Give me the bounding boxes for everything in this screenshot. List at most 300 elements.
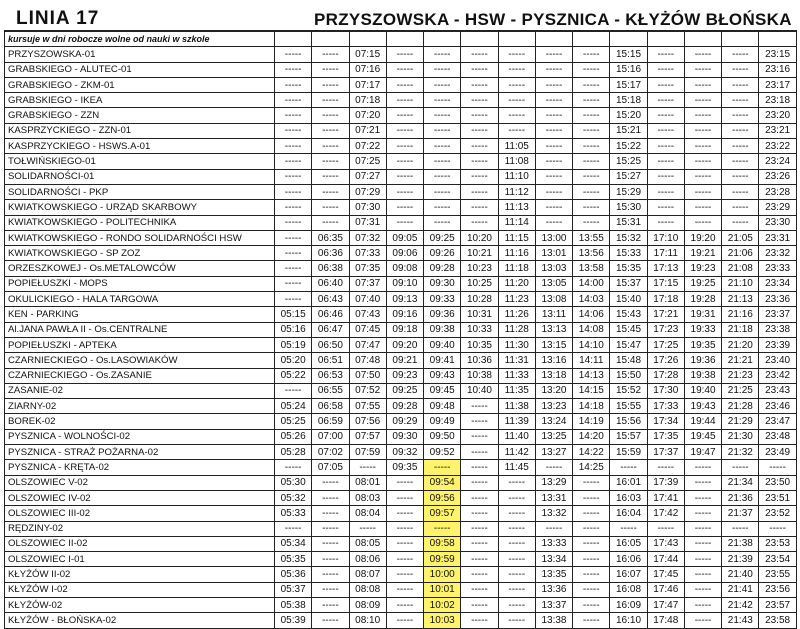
departure-time: 19:23 [684,261,721,276]
departure-time: 21:37 [722,506,759,521]
departure-time: ----- [535,154,572,169]
departure-time: ----- [684,613,721,628]
departure-time: 23:18 [759,93,796,108]
timetable-row [5,521,797,536]
departure-time: 15:29 [610,184,647,199]
departure-time: ----- [610,460,647,475]
departure-time: 13:20 [535,383,572,398]
departure-time: 05:36 [275,567,312,582]
departure-time: 13:08 [535,292,572,307]
departure-time: ----- [684,154,721,169]
departure-time: 17:21 [647,307,684,322]
departure-time: 11:16 [498,246,535,261]
departure-time: 23:56 [759,582,796,597]
timetable-row [5,307,797,322]
departure-time: 10:36 [461,353,498,368]
timetable-row [5,460,797,475]
departure-time: 07:32 [349,230,386,245]
departure-time: ----- [275,215,312,230]
departure-time: 11:38 [498,399,535,414]
departure-time: 11:08 [498,154,535,169]
departure-time: ----- [647,184,684,199]
departure-time: 11:05 [498,139,535,154]
departure-time: 09:59 [424,552,461,567]
departure-time: 15:40 [610,292,647,307]
departure-time: ----- [386,597,423,612]
departure-time: ----- [312,567,349,582]
stop-name: OLSZOWIEC II-02 [5,536,275,551]
departure-time: ----- [498,536,535,551]
departure-time: 11:30 [498,337,535,352]
departure-time: 07:27 [349,169,386,184]
stop-name: GRABSKIEGO - ALUTEC-01 [5,62,275,77]
departure-time: ----- [573,475,610,490]
departure-time: ----- [573,154,610,169]
departure-time: 11:10 [498,169,535,184]
departure-time: ----- [498,552,535,567]
departure-time: 15:52 [610,383,647,398]
departure-time: 13:05 [535,276,572,291]
departure-time: 10:31 [461,307,498,322]
departure-time: 15:18 [610,93,647,108]
departure-time: 15:45 [610,322,647,337]
departure-time: ----- [722,184,759,199]
departure-time: ----- [461,582,498,597]
departure-time: 09:54 [424,475,461,490]
stop-name: OLSZOWIEC III-02 [5,506,275,521]
departure-time: 15:31 [610,215,647,230]
departure-time: 13:23 [535,399,572,414]
departure-time: 11:40 [498,429,535,444]
stop-name: OLSZOWIEC IV-02 [5,490,275,505]
departure-time: 11:42 [498,445,535,460]
departure-time: ----- [461,506,498,521]
departure-time: ----- [312,154,349,169]
departure-time: ----- [647,123,684,138]
departure-time: 09:21 [386,353,423,368]
departure-time: ----- [759,460,796,475]
departure-time: 16:05 [610,536,647,551]
departure-time: ----- [461,429,498,444]
departure-time: ----- [312,215,349,230]
departure-time: 23:33 [759,261,796,276]
departure-time: ----- [312,200,349,215]
departure-time: 17:15 [647,276,684,291]
departure-time: 09:26 [424,246,461,261]
departure-time: ----- [461,47,498,62]
route-title: PRZYSZOWSKA - HSW - PYSZNICA - KŁYŻÓW BŁOŃSKA [314,10,792,29]
stop-name: GRABSKIEGO - ZKM-01 [5,77,275,92]
departure-time: ----- [498,475,535,490]
departure-time: 15:33 [610,246,647,261]
departure-time: 09:28 [424,261,461,276]
timetable-row [5,445,797,460]
stop-name: KŁYŻÓW II-02 [5,567,275,582]
departure-time: ----- [349,460,386,475]
departure-time: 09:45 [424,383,461,398]
departure-time: ----- [461,521,498,536]
departure-time: 06:50 [312,337,349,352]
departure-time: 06:59 [312,414,349,429]
departure-time: ----- [275,184,312,199]
timetable-row [5,490,797,505]
stop-name: GRABSKIEGO - ZZN [5,108,275,123]
departure-time: ----- [573,62,610,77]
departure-time: 07:22 [349,139,386,154]
departure-time: ----- [684,62,721,77]
departure-time: ----- [424,47,461,62]
departure-time: 15:50 [610,368,647,383]
departure-time: 17:25 [647,337,684,352]
departure-time: ----- [684,460,721,475]
departure-time: ----- [535,521,572,536]
departure-time: ----- [312,521,349,536]
departure-time: ----- [312,123,349,138]
departure-time: ----- [275,230,312,245]
departure-time: ----- [424,77,461,92]
departure-time: 11:35 [498,383,535,398]
departure-time: 23:24 [759,154,796,169]
stop-name: GRABSKIEGO - IKEA [5,93,275,108]
departure-time: ----- [386,536,423,551]
departure-time: 05:32 [275,490,312,505]
departure-time: ----- [573,47,610,62]
departure-time: 07:25 [349,154,386,169]
departure-time: 07:15 [349,47,386,62]
departure-time: 23:16 [759,62,796,77]
departure-time: ----- [461,62,498,77]
departure-time: ----- [722,123,759,138]
departure-time: ----- [386,490,423,505]
departure-time: ----- [461,460,498,475]
stop-name: OLSZOWIEC V-02 [5,475,275,490]
departure-time: ----- [312,93,349,108]
departure-time: 07:43 [349,307,386,322]
stop-name: TOŁWIŃSKIEGO-01 [5,154,275,169]
departure-time: 14:25 [573,460,610,475]
departure-time: 09:49 [424,414,461,429]
departure-time: 17:39 [647,475,684,490]
stop-name: ORZESZKOWEJ - Os.METALOWCÓW [5,261,275,276]
departure-time: 09:16 [386,307,423,322]
departure-time: ----- [461,490,498,505]
departure-time: 15:27 [610,169,647,184]
timetable-row [5,200,797,215]
departure-time: 07:18 [349,93,386,108]
line-number-title: LINIA 17 [16,8,100,29]
departure-time: ----- [424,154,461,169]
departure-time: ----- [610,521,647,536]
departure-time: 09:25 [424,230,461,245]
departure-time: 17:11 [647,246,684,261]
departure-time: 21:41 [722,582,759,597]
departure-time: ----- [312,582,349,597]
departure-time: ----- [461,597,498,612]
departure-time: 09:13 [386,292,423,307]
departure-time: 13:16 [535,353,572,368]
departure-time: 17:30 [647,383,684,398]
departure-time: 19:44 [684,414,721,429]
departure-time: 15:20 [610,108,647,123]
departure-time: ----- [461,445,498,460]
departure-time: 23:46 [759,399,796,414]
departure-time: 07:30 [349,200,386,215]
departure-time: 15:47 [610,337,647,352]
departure-time: ----- [684,506,721,521]
departure-time: 07:16 [349,62,386,77]
departure-time: 06:35 [312,230,349,245]
departure-time: ----- [722,215,759,230]
departure-time: 15:16 [610,62,647,77]
departure-time: 23:58 [759,613,796,628]
departure-time: 15:21 [610,123,647,138]
departure-time: 10:23 [461,261,498,276]
departure-time: ----- [535,47,572,62]
departure-time: ----- [312,506,349,521]
departure-time: ----- [573,169,610,184]
departure-time: 19:38 [684,368,721,383]
departure-time: ----- [312,552,349,567]
departure-time: 23:17 [759,77,796,92]
departure-time: 13:15 [535,337,572,352]
departure-time: ----- [573,184,610,199]
departure-time: ----- [386,475,423,490]
departure-time: 15:25 [610,154,647,169]
departure-time: 11:12 [498,184,535,199]
departure-time: ----- [312,139,349,154]
departure-time: 14:18 [573,399,610,414]
departure-time: ----- [461,154,498,169]
departure-time: ----- [573,77,610,92]
departure-time: 08:09 [349,597,386,612]
departure-time: ----- [312,47,349,62]
stop-name: PYSZNICA - STRAŻ POŻARNA-02 [5,445,275,460]
departure-time: ----- [386,552,423,567]
departure-time: ----- [759,521,796,536]
departure-time: ----- [684,47,721,62]
departure-time: 16:06 [610,552,647,567]
departure-time: 13:38 [535,613,572,628]
departure-time: 08:10 [349,613,386,628]
stop-name: KWIATKOWSKIEGO - RONDO SOLIDARNOŚCI HSW [5,230,275,245]
departure-time: 16:07 [610,567,647,582]
departure-time: 09:36 [424,307,461,322]
departure-time: 10:03 [424,613,461,628]
departure-time: 08:08 [349,582,386,597]
departure-time: 11:14 [498,215,535,230]
departure-time: 19:45 [684,429,721,444]
departure-time: ----- [498,93,535,108]
departure-time: 23:29 [759,200,796,215]
departure-time: 07:57 [349,429,386,444]
departure-time: 09:56 [424,490,461,505]
departure-time: 06:38 [312,261,349,276]
departure-time: 07:29 [349,184,386,199]
departure-time: ----- [312,597,349,612]
departure-time: ----- [386,108,423,123]
departure-time: 10:25 [461,276,498,291]
departure-time: ----- [684,215,721,230]
departure-time: ----- [424,184,461,199]
departure-time: 19:21 [684,246,721,261]
departure-time: ----- [498,567,535,582]
departure-time: ----- [312,490,349,505]
departure-time: 21:08 [722,261,759,276]
departure-time: ----- [461,414,498,429]
departure-time: ----- [647,77,684,92]
departure-time: ----- [312,184,349,199]
departure-time: 08:05 [349,536,386,551]
departure-time: ----- [684,475,721,490]
departure-time: 14:20 [573,429,610,444]
departure-time: 07:37 [349,276,386,291]
timetable-row [5,475,797,490]
departure-time: 17:47 [647,597,684,612]
departure-time: 16:09 [610,597,647,612]
departure-time: 10:00 [424,567,461,582]
departure-time: ----- [386,506,423,521]
departure-time: 06:58 [312,399,349,414]
departure-time: 13:11 [535,307,572,322]
departure-time: 23:22 [759,139,796,154]
departure-time: ----- [312,613,349,628]
departure-time: ----- [386,184,423,199]
departure-time: 09:58 [424,536,461,551]
timetable-row [5,108,797,123]
departure-time: ----- [535,460,572,475]
departure-time: ----- [722,521,759,536]
departure-time: 08:06 [349,552,386,567]
departure-time: ----- [647,62,684,77]
departure-time: ----- [573,108,610,123]
departure-time: 19:40 [684,383,721,398]
departure-time: 05:19 [275,337,312,352]
departure-time: ----- [573,567,610,582]
departure-time: 11:15 [498,230,535,245]
departure-time: 17:42 [647,506,684,521]
note-row [5,31,797,47]
departure-time: ----- [386,123,423,138]
timetable-row [5,536,797,551]
departure-time: ----- [573,139,610,154]
departure-time: 07:55 [349,399,386,414]
departure-time: 19:35 [684,337,721,352]
stop-name: PYSZNICA - KRĘTA-02 [5,460,275,475]
stop-name: KASPRZYCKIEGO - HSWS.A-01 [5,139,275,154]
departure-time: ----- [386,77,423,92]
departure-time: ----- [275,62,312,77]
departure-time: 14:00 [573,276,610,291]
departure-time: ----- [386,62,423,77]
departure-time: 07:56 [349,414,386,429]
departure-time: 15:15 [610,47,647,62]
stop-name: PYSZNICA - WOLNOŚCI-02 [5,429,275,444]
timetable-row [5,613,797,628]
departure-time: 16:10 [610,613,647,628]
departure-time: ----- [424,215,461,230]
departure-time: 09:10 [386,276,423,291]
departure-time: ----- [461,93,498,108]
departure-time: ----- [275,154,312,169]
departure-time: 14:15 [573,383,610,398]
departure-time: 13:29 [535,475,572,490]
departure-time: ----- [573,490,610,505]
departure-time: 05:28 [275,445,312,460]
departure-time: ----- [573,552,610,567]
departure-time: 23:32 [759,246,796,261]
departure-time: 14:03 [573,292,610,307]
departure-time: 15:35 [610,261,647,276]
departure-time: ----- [461,139,498,154]
departure-time: 14:10 [573,337,610,352]
departure-time: ----- [275,246,312,261]
departure-time: ----- [535,200,572,215]
departure-time: 07:50 [349,368,386,383]
departure-time: 05:15 [275,307,312,322]
departure-time: 17:26 [647,353,684,368]
departure-time: ----- [535,139,572,154]
departure-time: 09:43 [424,368,461,383]
departure-time: 23:52 [759,506,796,521]
timetable-row [5,567,797,582]
departure-time: ----- [386,582,423,597]
departure-time: 17:48 [647,613,684,628]
departure-time: 10:28 [461,292,498,307]
departure-time: 06:43 [312,292,349,307]
departure-time: 07:31 [349,215,386,230]
departure-time: 05:35 [275,552,312,567]
departure-time: 07:47 [349,337,386,352]
departure-time: 08:03 [349,490,386,505]
departure-time: ----- [275,77,312,92]
departure-time: ----- [647,460,684,475]
departure-time: 21:16 [722,307,759,322]
departure-time: 07:40 [349,292,386,307]
departure-time: ----- [684,521,721,536]
departure-time: 23:57 [759,597,796,612]
departure-time: 11:26 [498,307,535,322]
departure-time: 07:35 [349,261,386,276]
departure-time: 10:38 [461,368,498,383]
departure-time: ----- [573,200,610,215]
departure-time: 09:18 [386,322,423,337]
timetable-row [5,77,797,92]
departure-time: 05:22 [275,368,312,383]
departure-time: ----- [461,536,498,551]
departure-time: 09:41 [424,353,461,368]
departure-time: 23:21 [759,123,796,138]
departure-time: 15:59 [610,445,647,460]
departure-time: ----- [684,552,721,567]
departure-time: ----- [573,215,610,230]
departure-time: ----- [498,77,535,92]
departure-time: 23:26 [759,169,796,184]
departure-time: 13:55 [573,230,610,245]
departure-time: ----- [498,613,535,628]
departure-time: ----- [684,169,721,184]
departure-time: 21:39 [722,552,759,567]
departure-time: ----- [275,47,312,62]
departure-time: ----- [424,139,461,154]
departure-time: 09:25 [386,383,423,398]
departure-time: ----- [684,123,721,138]
timetable-row [5,154,797,169]
departure-time: ----- [647,521,684,536]
departure-time: ----- [722,77,759,92]
timetable-row [5,261,797,276]
timetable-row [5,93,797,108]
departure-time: 17:13 [647,261,684,276]
